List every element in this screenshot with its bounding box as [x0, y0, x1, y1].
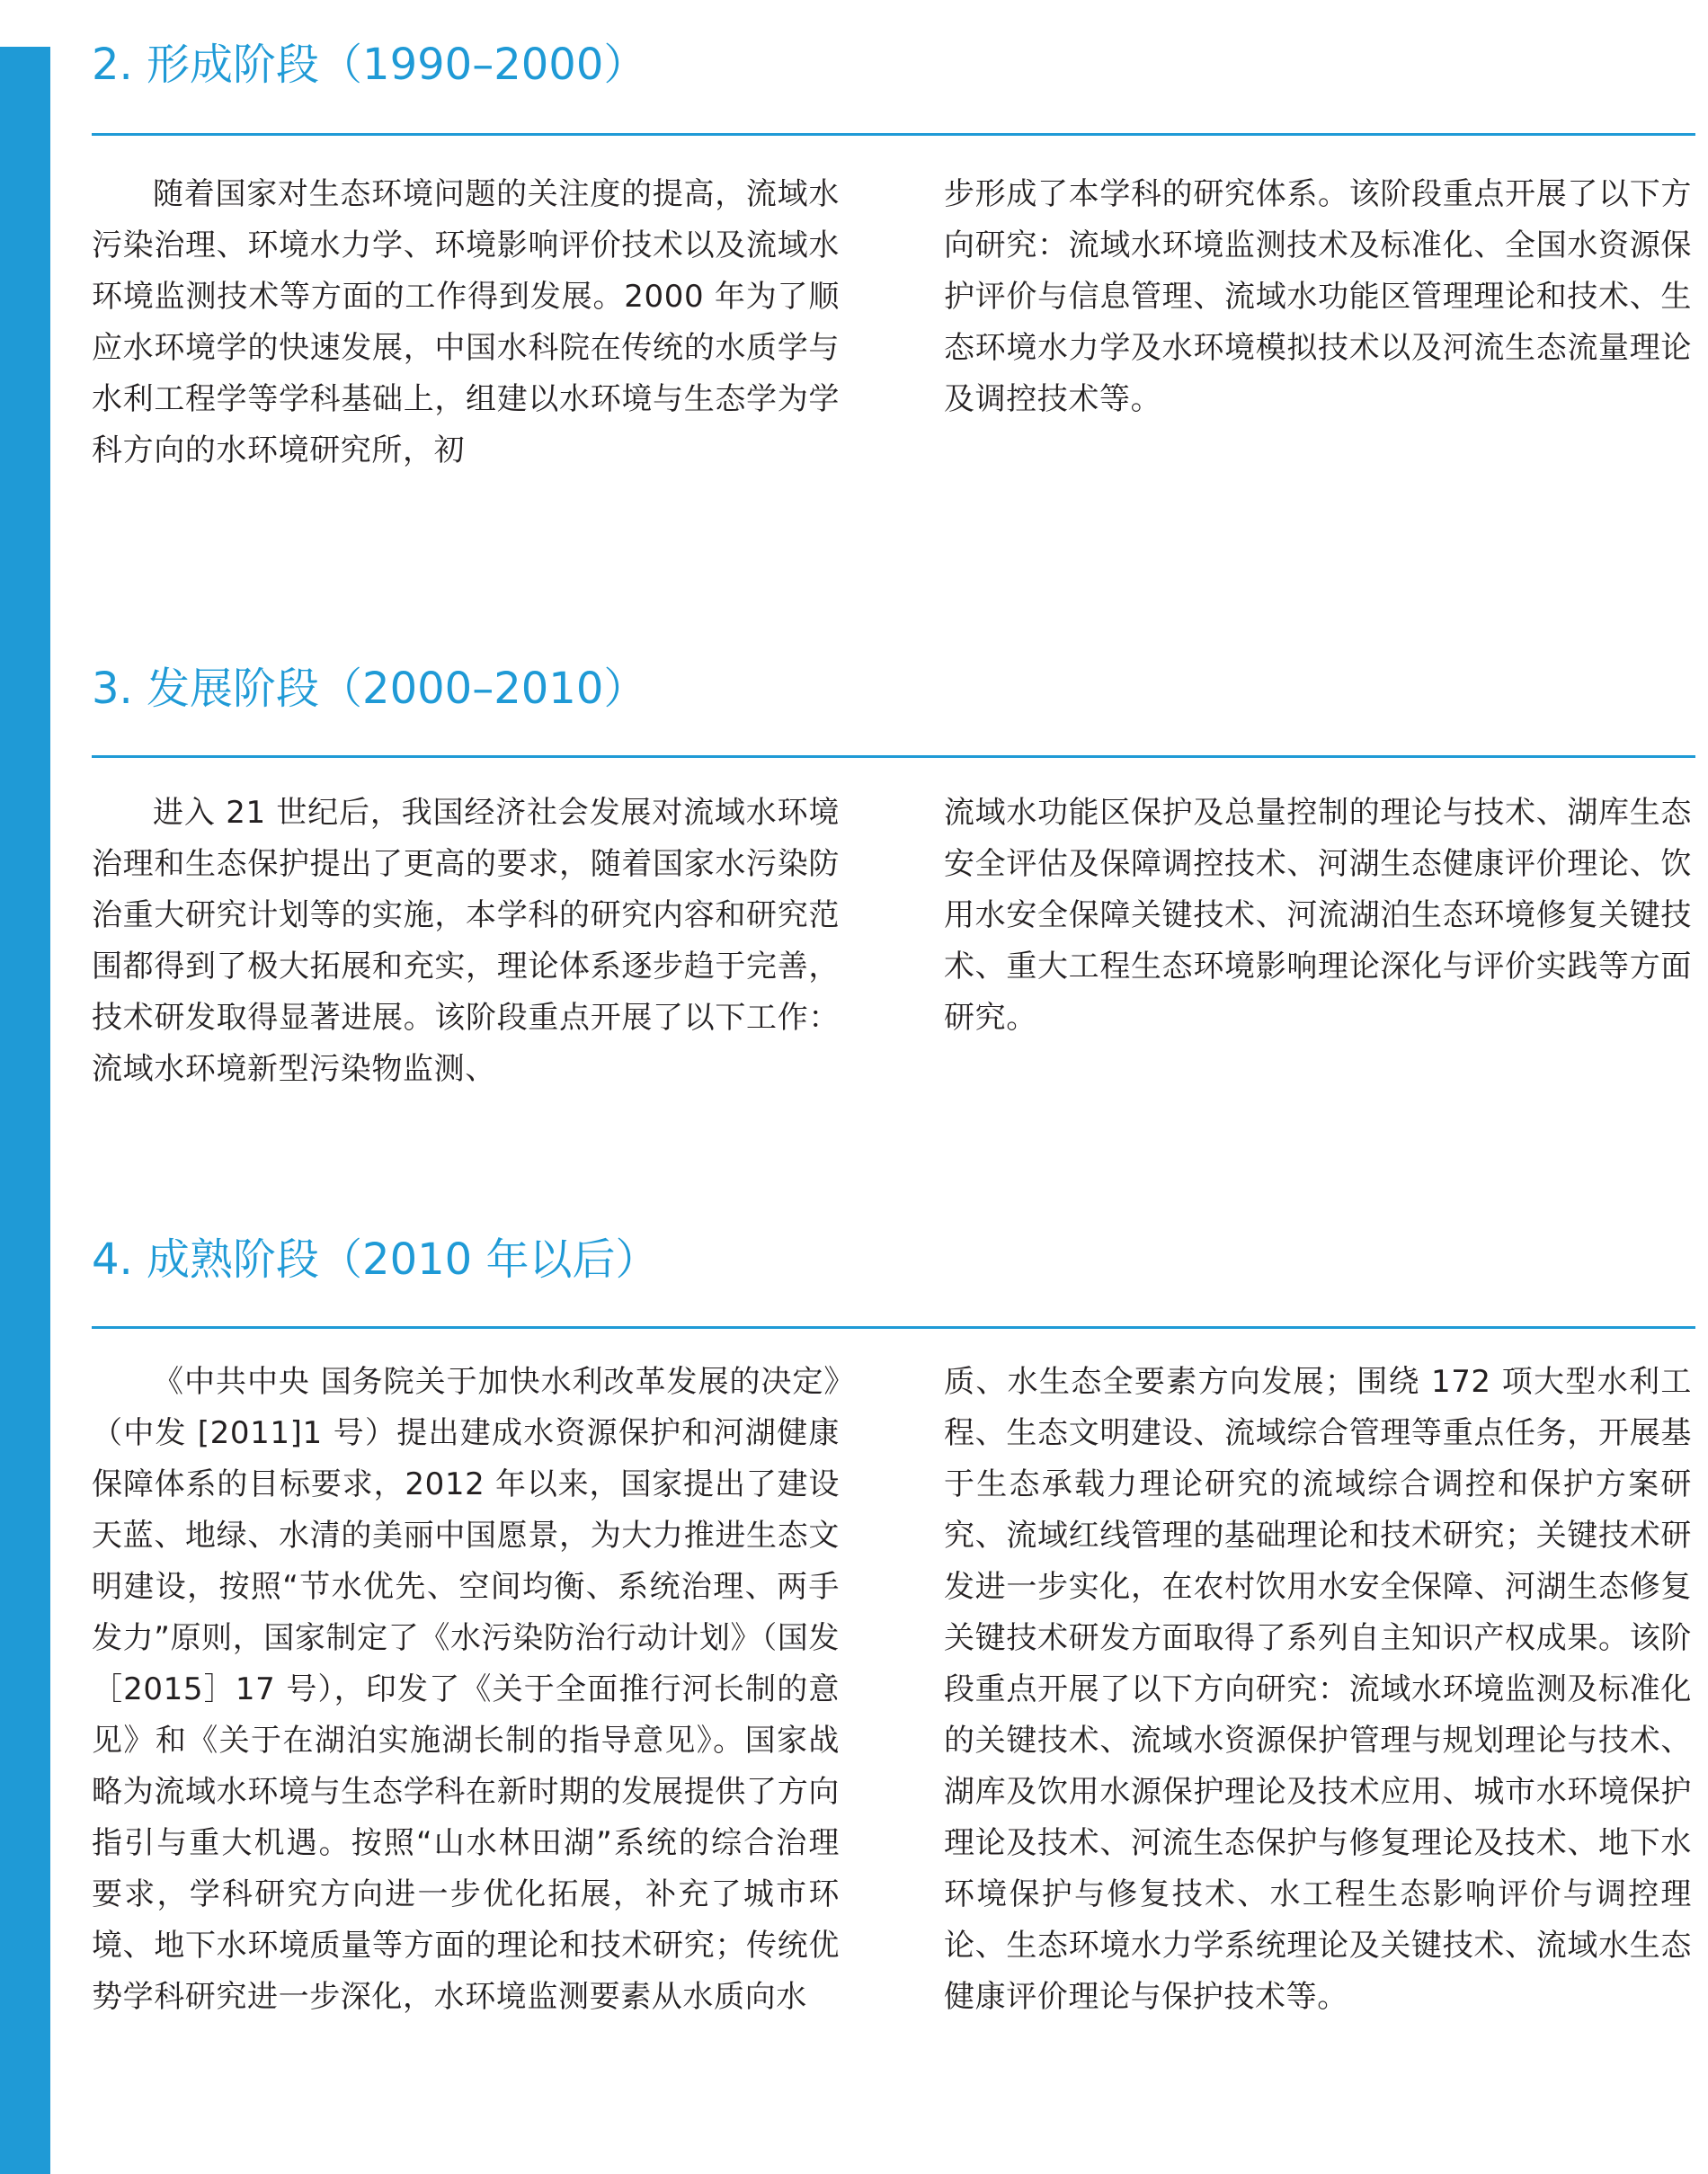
section-heading: 3. 发展阶段（2000–2010） — [92, 664, 647, 714]
paragraph-right-column: 流域水功能区保护及总量控制的理论与技术、湖库生态安全评估及保障调控技术、河湖生态健康评价理论、饮用水安全保障关键技术、河流湖泊生态环境修复关键技术、重大工程生态环境影响理论深化与评价实践等方面研究。 — [944, 795, 1692, 1036]
heading-rule — [92, 133, 1695, 136]
paragraph-left-column: 随着国家对生态环境问题的关注度的提高，流域水污染治理、环境水力学、环境影响评价技术以及流域水环境监测技术等方面的工作得到发展。2000 年为了顺应水环境学的快速发展，中国水科院在传统的水质学与水利工程学等学科基础上，组建以水环境与生态学为学科方向的水环境研究所，初 — [92, 176, 840, 468]
heading-rule — [92, 1326, 1695, 1329]
paragraph-right-column: 步形成了本学科的研究体系。该阶段重点开展了以下方向研究：流域水环境监测技术及标准化、全国水资源保护评价与信息管理、流域水功能区管理理论和技术、生态环境水力学及水环境模拟技术以及河流生态流量理论及调控技术等。 — [944, 176, 1692, 417]
paragraph-right-column: 质、水生态全要素方向发展；围绕 172 项大型水利工程、生态文明建设、流域综合管理等重点任务，开展基于生态承载力理论研究的流域综合调控和保护方案研究、流域红线管理的基础理论和技术研究；关键技术研发进一步实化，在农村饮用水安全保障、河湖生态修复关键技术研发方面取得了系列自主知识产权成果。该阶段重点开展了以下方向研究：流域水环境监测及标准化的关键技术、流域水资源保护管理与规划理论与技术、湖库及饮用水源保护理论及技术应用、城市水环境保护理论及技术、河流生态保护与修复理论及技术、地下水环境保护与修复技术、水工程生态影响评价与调控理论、生态环境水力学系统理论及关键技术、流域水生态健康评价理论与保护技术等。 — [944, 1364, 1692, 2015]
heading-rule — [92, 755, 1695, 758]
paragraph-left-column: 进入 21 世纪后，我国经济社会发展对流域水环境治理和生态保护提出了更高的要求，随着国家水污染防治重大研究计划等的实施，本学科的研究内容和研究范围都得到了极大拓展和充实，理论体系逐步趋于完善，技术研发取得显著进展。该阶段重点开展了以下工作：流域水环境新型污染物监测、 — [92, 795, 840, 1087]
paragraph-left-column: 《中共中央 国务院关于加快水利改革发展的决定》（中发 [2011]1 号）提出建成水资源保护和河湖健康保障体系的目标要求，2012 年以来，国家提出了建设天蓝、地绿、水清的美丽中国愿景，为大力推进生态文明建设，按照“节水优先、空间均衡、系统治理、两手发力”原则，国家制定了《水污染防治行动计划》（国发［2015］17 号），印发了《关于全面推行河长制的意见》和《关于在湖泊实施湖长制的指导意见》。国家战略为流域水环境与生态学科在新时期的发展提供了方向指引与重大机遇。按照“山水林田湖”系统的综合治理要求，学科研究方向进一步优化拓展，补充了城市环境、地下水环境质量等方面的理论和技术研究；传统优势学科研究进一步深化，水环境监测要素从水质向水 — [92, 1364, 840, 2015]
left-accent-bar — [0, 47, 50, 2174]
section-heading: 2. 形成阶段（1990–2000） — [92, 40, 647, 90]
section-heading: 4. 成熟阶段（2010 年以后） — [92, 1234, 659, 1285]
